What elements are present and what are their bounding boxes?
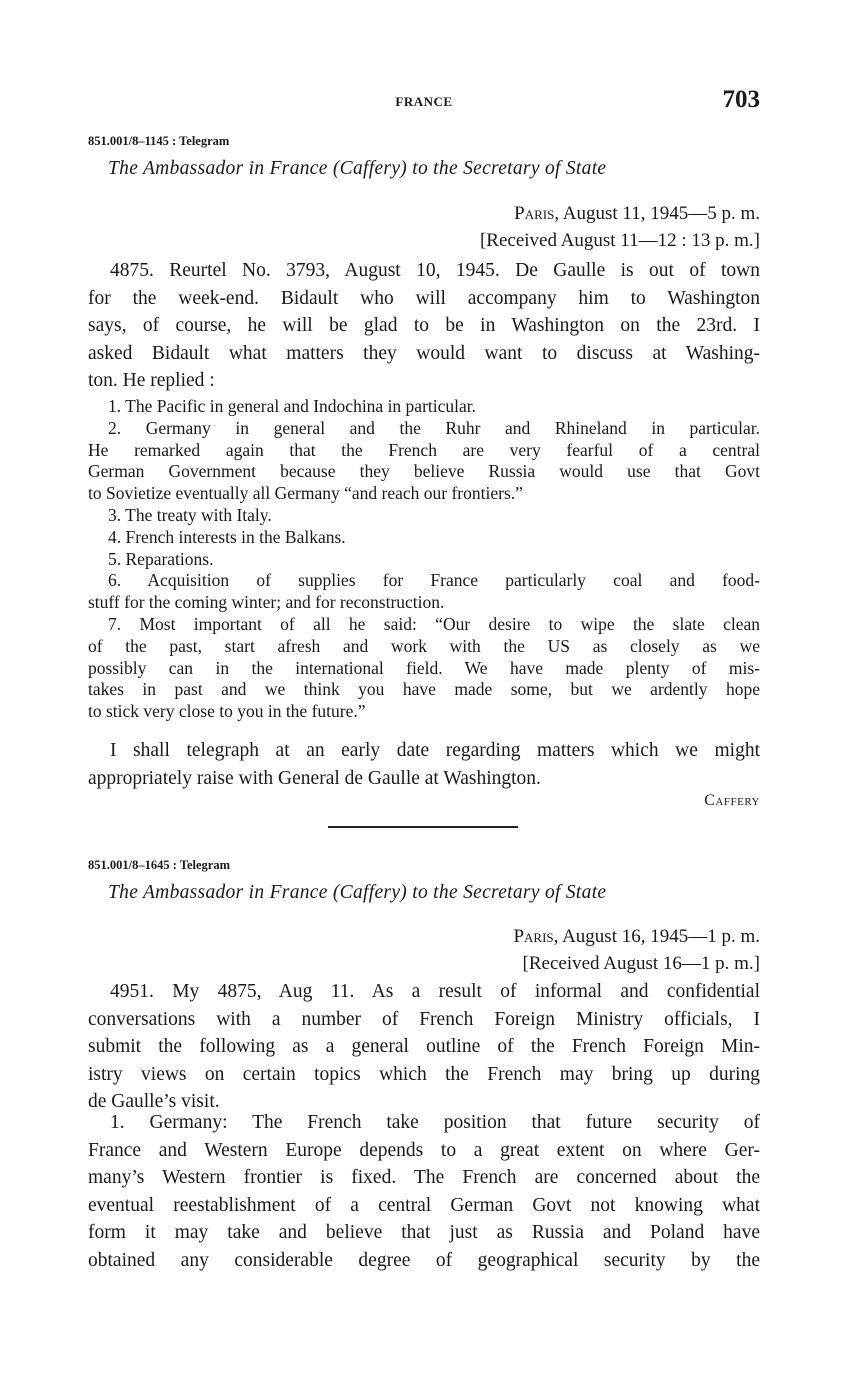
doc1-dateline <box>480 200 760 254</box>
list-item-line: German Government because they believe Russia would use that Govt <box>88 461 760 482</box>
doc2-germany-line: form it may take and believe that just as Russia and Poland have <box>88 1222 760 1243</box>
section-divider <box>328 826 518 828</box>
doc1-dateline-place: Paris, <box>514 203 560 224</box>
doc1-signature: Caffery <box>704 792 760 809</box>
doc2-intro-line: de Gaulle’s visit. <box>88 1091 220 1112</box>
doc1-received: [Received August 11—12 : 13 p. m.] <box>479 230 760 251</box>
doc1-intro-paragraph <box>88 257 760 395</box>
doc1-intro-line: for the week-end. Bidault who will accompany him to Washington <box>88 287 760 309</box>
list-item-line: stuff for the coming winter; and for reconstruction. <box>88 592 445 613</box>
doc1-intro-line: says, of course, he will be glad to be in Washington on the 23rd. I <box>88 315 760 336</box>
list-item-line: to stick very close to you in the future.” <box>88 701 366 722</box>
doc1-heading: The Ambassador in France (Caffery) to the Secretary of State <box>108 158 607 179</box>
doc2-dateline-date: August 16, 1945—1 p. m. <box>558 926 760 947</box>
doc2-germany-line: obtained any considerable degree of geographical security by the <box>88 1249 760 1271</box>
list-item-line: takes in past and we think you have made some, but we ardently hope <box>88 679 760 700</box>
list-item-line: 6. Acquisition of supplies for France particularly coal and food- <box>108 570 760 591</box>
list-item-line: 1. The Pacific in general and Indochina in particular. <box>108 396 477 416</box>
doc1-intro-line: ton. He replied : <box>88 370 215 391</box>
list-item-line: He remarked again that the French are very fearful of a central <box>88 439 760 460</box>
doc2-dateline <box>513 923 760 977</box>
doc1-closing-line: I shall telegraph at an early date regarding matters which we might <box>110 740 760 761</box>
list-item-line: possibly can in the international field. We have made plenty of mis- <box>88 657 760 678</box>
doc1-intro-line: 4875. Reurtel No. 3793, August 10, 1945. De Gaulle is out of town <box>110 260 760 281</box>
doc2-dateline-place: Paris, <box>513 926 559 947</box>
list-item-line: 3. The treaty with Italy. <box>108 504 272 525</box>
list-item-line: of the past, start afresh and work with the US as closely as we <box>88 635 760 656</box>
doc1-closing-line: appropriately raise with General de Gaulle at Washington. <box>88 767 541 789</box>
doc1-intro-line: asked Bidault what matters they would want to discuss at Washing- <box>88 342 760 364</box>
doc1-dateline-date: August 11, 1945—5 p. m. <box>559 203 760 224</box>
running-head <box>88 86 760 116</box>
list-item-line: 7. Most important of all he said: “Our desire to wipe the slate clean <box>108 613 760 634</box>
doc1-reference: 851.001/8–1145 : Telegram <box>88 134 230 148</box>
doc2-germany-line: eventual reestablishment of a central German Govt not knowing what <box>88 1194 760 1216</box>
running-title: FRANCE <box>395 94 453 109</box>
doc2-germany-paragraph <box>88 1109 760 1274</box>
doc2-germany-line: many’s Western frontier is fixed. The French are concerned about the <box>88 1167 760 1188</box>
doc2-intro-line: istry views on certain topics which the French may bring up during <box>88 1063 760 1085</box>
doc2-intro-line: conversations with a number of French Foreign Ministry officials, I <box>88 1008 760 1030</box>
doc2-heading: The Ambassador in France (Caffery) to the Secretary of State <box>108 882 607 903</box>
doc2-intro-paragraph <box>88 978 760 1116</box>
doc2-germany-line: 1. Germany: The French take position that future security of <box>110 1112 760 1133</box>
list-item-line: 5. Reparations. <box>108 548 214 569</box>
doc1-matters-list <box>88 396 760 723</box>
doc2-germany-line: France and Western Europe depends to a great extent on where Ger- <box>88 1139 760 1161</box>
list-item-line: 2. Germany in general and the Ruhr and Rhineland in particular. <box>108 417 760 438</box>
doc1-closing-paragraph <box>88 737 760 792</box>
doc2-reference: 851.001/8–1645 : Telegram <box>88 858 231 872</box>
list-item-line: to Sovietize eventually all Germany “and reach our frontiers.” <box>88 483 523 504</box>
doc2-intro-line: 4951. My 4875, Aug 11. As a result of informal and confidential <box>110 981 760 1002</box>
page-number: 703 <box>722 86 760 113</box>
list-item-line: 4. French interests in the Balkans. <box>108 526 346 547</box>
doc2-received: [Received August 16—1 p. m.] <box>522 953 760 974</box>
doc2-intro-line: submit the following as a general outline of the French Foreign Min- <box>88 1036 760 1057</box>
